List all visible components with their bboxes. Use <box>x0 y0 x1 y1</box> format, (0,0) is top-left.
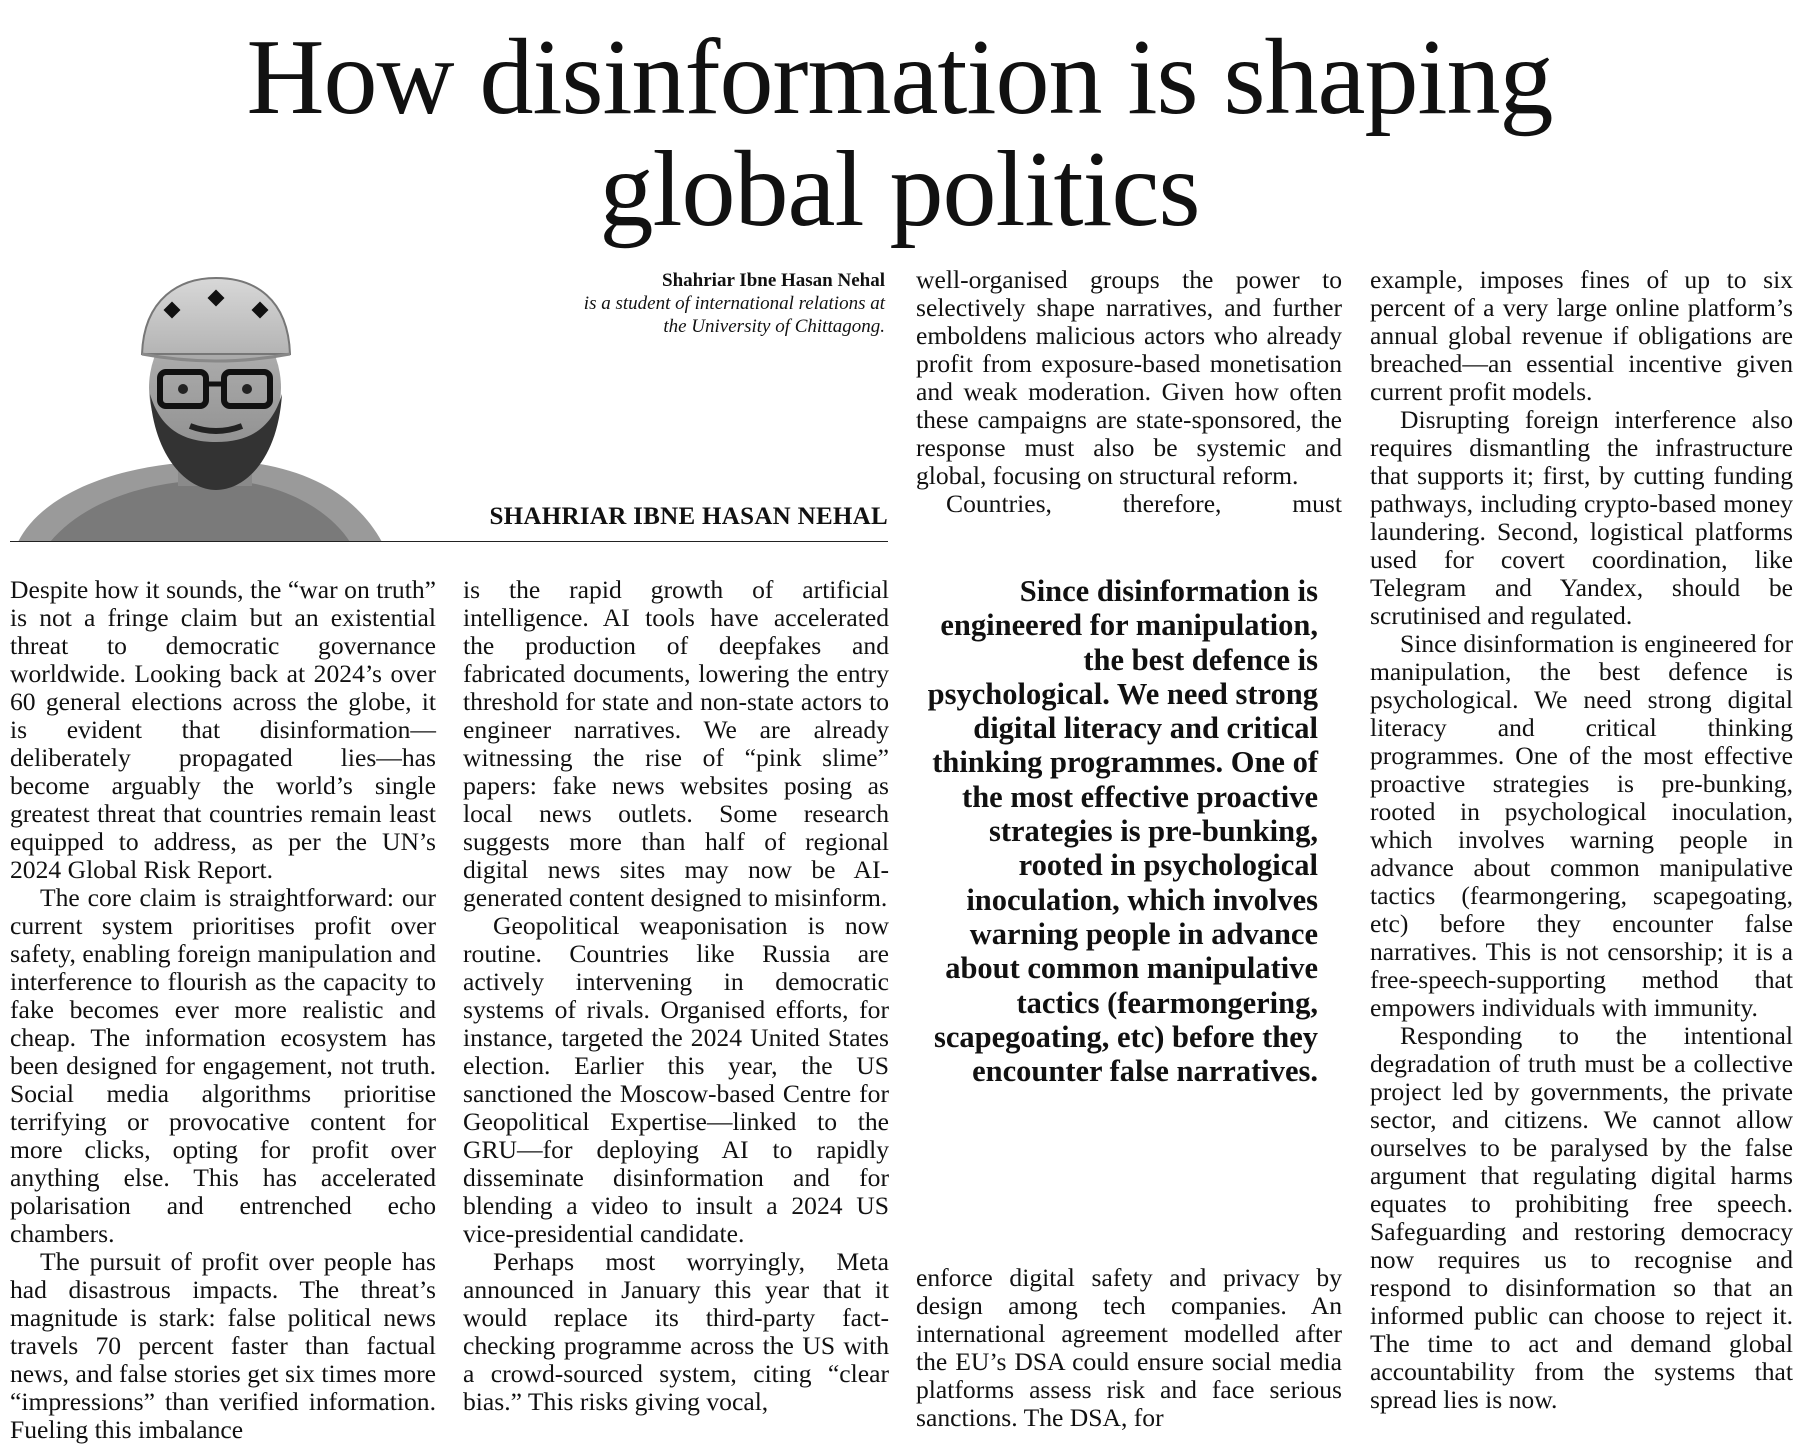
paragraph: Since disinformation is engineered for manipulation, the best defence is psychological. We need strong digital literacy and critical thinking programmes. One of the most effective proactive strategies is pre-bunking, rooted in psychological inoculation, which involves warning people in advance about common manipulative tactics (fearmongering, scapegoating, etc) before they encounter false narratives. This is not censorship; it is a free-speech-supporting method that empowers individuals with immunity. <box>1370 629 1793 1022</box>
pull-quote: Since disinformation is engineered for manipulation, the best defence is psychological. We need strong digital literacy and critical thinking programmes. One of the most effective proactive strategies is pre-bunking, rooted in psychological inoculation, which involves warning people in advance about common manipulative tactics (fearmongering, scapegoating, etc) before they encounter false narratives. <box>927 574 1318 1089</box>
headline-line-1: How disinformation is shaping <box>246 18 1553 137</box>
headline <box>0 18 1799 249</box>
author-byline <box>465 269 885 338</box>
author-name-caps: SHAHRIAR IBNE HASAN NEHAL <box>489 503 888 530</box>
paragraph: well-organised groups the power to selectively shape narratives, and further emboldens malicious actors who already profit from exposure-based monetisation and weak moderation. Given how often these campaigns are state-sponsored, the response must also be systemic and global, focusing on structural reform. <box>916 265 1342 490</box>
paragraph: Responding to the intentional degradation of truth must be a collective project led by governments, the private sector, and citizens. We cannot allow ourselves to be paralysed by the false argument that regulating digital harms equates to prohibiting free speech. Safeguarding and restoring democracy now requires us to recognise and respond to disinformation so that an informed public can choose to reject it. The time to act and demand global accountability from the systems that spread lies is now. <box>1370 1021 1793 1414</box>
author-description-line-2: the University of Chittagong. <box>663 316 885 337</box>
paragraph: Countries, therefore, must <box>946 489 1342 518</box>
paragraph: Geopolitical weaponisation is now routine. Countries like Russia are actively intervening in democratic systems of rivals. Organised efforts, for instance, targeted the 2024 United States election. Earlier this year, the US sanctioned the Moscow-based Centre for Geopolitical Expertise—linked to the GRU—for deploying AI to rapidly disseminate disinformation and for blending a video to insult a 2024 US vice-presidential candidate. <box>463 911 889 1248</box>
article-column-4 <box>1370 266 1793 1414</box>
paragraph: Despite how it sounds, the “war on truth” is not a fringe claim but an existential threat to democratic governance worldwide. Looking back at 2024’s over 60 general elections across the globe, it is evident that disinformation—deliberately propagated lies—has become arguably the world’s single greatest threat that countries remain least equipped to address, as per the UN’s 2024 Global Risk Report. <box>10 575 436 884</box>
article-column-3-bottom <box>916 1264 1342 1432</box>
headline-line-2: global politics <box>599 130 1200 249</box>
paragraph: The pursuit of profit over people has had disastrous impacts. The threat’s magnitude is stark: false political news travels 70 percent faster than factual news, and false stories get six times more “impressions” than verified information. Fueling this imbalance <box>10 1247 436 1444</box>
paragraph: example, imposes fines of up to six percent of a very large online platform’s annual global revenue if obligations are breached—an essential incentive given current profit models. <box>1370 265 1793 406</box>
author-description-line-1: is a student of international relations at <box>583 293 885 314</box>
divider-rule <box>10 541 888 542</box>
article-column-3-top <box>916 266 1342 518</box>
paragraph: Disrupting foreign interference also requires dismantling the infrastructure that supports it; first, by cutting funding pathways, including crypto-based money laundering. Second, logistical platforms used for covert coordination, like Telegram and Yandex, should be scrutinised and regulated. <box>1370 405 1793 630</box>
article-column-1 <box>10 576 436 1444</box>
paragraph: Perhaps most worryingly, Meta announced in January this year that it would replace its third-party fact-checking programme across the US with a crowd-sourced system, citing “clear bias.” This risks giving vocal, <box>463 1247 889 1416</box>
author-name: Shahriar Ibne Hasan Nehal <box>662 270 885 291</box>
paragraph: The core claim is straightforward: our current system prioritises profit over safety, enabling foreign manipulation and interference to flourish as the capacity to fake becomes ever more realistic and cheap. The information ecosystem has been designed for engagement, not truth. Social media algorithms prioritise terrifying or provocative content for more clicks, opting for profit over anything else. This has accelerated polarisation and entrenched echo chambers. <box>10 883 436 1248</box>
paragraph: is the rapid growth of artificial intelligence. AI tools have accelerated the production of deepfakes and fabricated documents, lowering the entry threshold for state and non-state actors to engineer narratives. We are already witnessing the rise of “pink slime” papers: fake news websites posing as local news outlets. Some research suggests more than half of regional digital news sites may now be AI-generated content designed to misinform. <box>463 575 889 912</box>
article-column-2 <box>463 576 889 1416</box>
paragraph: enforce digital safety and privacy by design among tech companies. An international agreement modelled after the EU’s DSA could ensure social media platforms assess risk and face serious sanctions. The DSA, for <box>916 1263 1342 1432</box>
